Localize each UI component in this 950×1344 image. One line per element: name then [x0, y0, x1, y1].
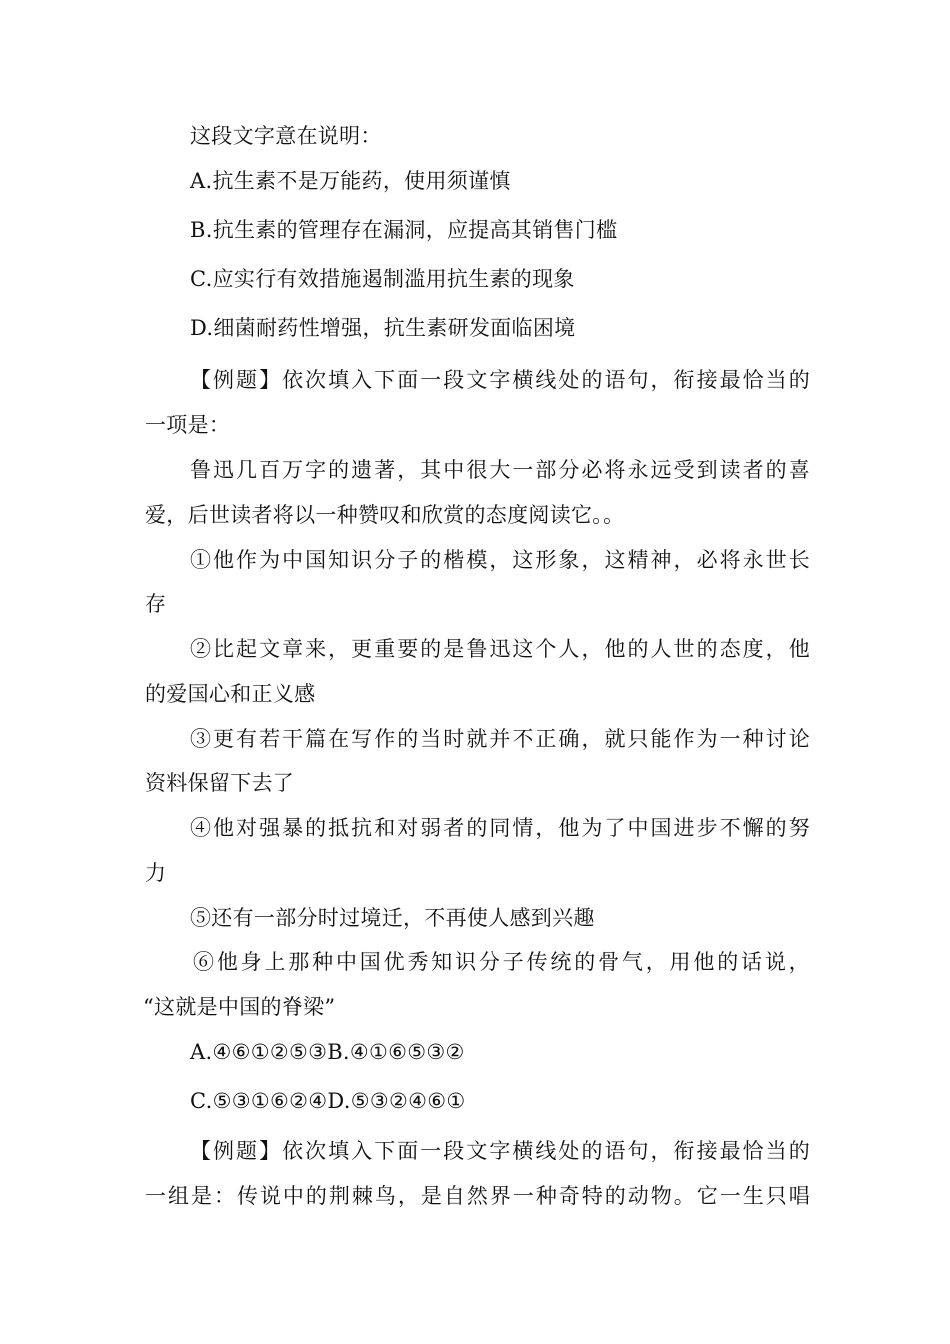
passage-line: 爱，后世读者将以一种赞叹和欣赏的态度阅读它。。	[145, 503, 625, 527]
item-3-line: ③更有若干篇在写作的当时就并不正确，就只能作为一种讨论	[190, 727, 810, 751]
text-line: 一项是：	[145, 413, 231, 437]
option-c-line: C.应实行有效措施遏制滥用抗生素的现象	[190, 267, 575, 291]
example-heading-line: 【例题】依次填入下面一段文字横线处的语句，衔接最恰当的	[190, 1139, 810, 1163]
item-3-line: 资料保留下去了	[145, 771, 295, 795]
option-b-line: B.抗生素的管理存在漏洞，应提高其销售门槛	[190, 218, 618, 242]
item-5-line: ⑤还有一部分时过境迁，不再使人感到兴趣	[190, 906, 595, 930]
answer-options-line: C.⑤③①⑥②④D.⑤③②④⑥①	[190, 1089, 466, 1113]
option-a-line: A.抗生素不是万能药，使用须谨慎	[190, 169, 511, 193]
item-6-line: “这就是中国的脊梁”	[143, 995, 336, 1019]
item-1-line: 存	[145, 592, 167, 616]
text-line: 这段文字意在说明：	[190, 124, 382, 148]
passage-line: 一组是：传说中的荆棘鸟，是自然界一种奇特的动物。它一生只唱	[145, 1184, 810, 1208]
answer-options-line: A.④⑥①②⑤③B.④①⑥⑤③②	[190, 1040, 465, 1064]
example-heading-line: 【例题】依次填入下面一段文字横线处的语句，衔接最恰当的	[190, 368, 810, 392]
passage-line: 鲁迅几百万字的遗著，其中很大一部分必将永远受到读者的喜	[190, 458, 810, 482]
item-2-line: ②比起文章来，更重要的是鲁迅这个人，他的人世的态度，他	[190, 637, 810, 661]
option-d-line: D.细菌耐药性增强，抗生素研发面临困境	[190, 316, 576, 340]
item-1-line: ①他作为中国知识分子的楷模，这形象，这精神，必将永世长	[190, 548, 810, 572]
item-4-line: ④他对强暴的抵抗和对弱者的同情，他为了中国进步不懈的努	[190, 816, 810, 840]
item-6-line: ⑥他身上那种中国优秀知识分子传统的骨气，用他的话说，	[193, 950, 810, 974]
item-2-line: 的爱国心和正义感	[145, 682, 316, 706]
item-4-line: 力	[145, 861, 167, 885]
